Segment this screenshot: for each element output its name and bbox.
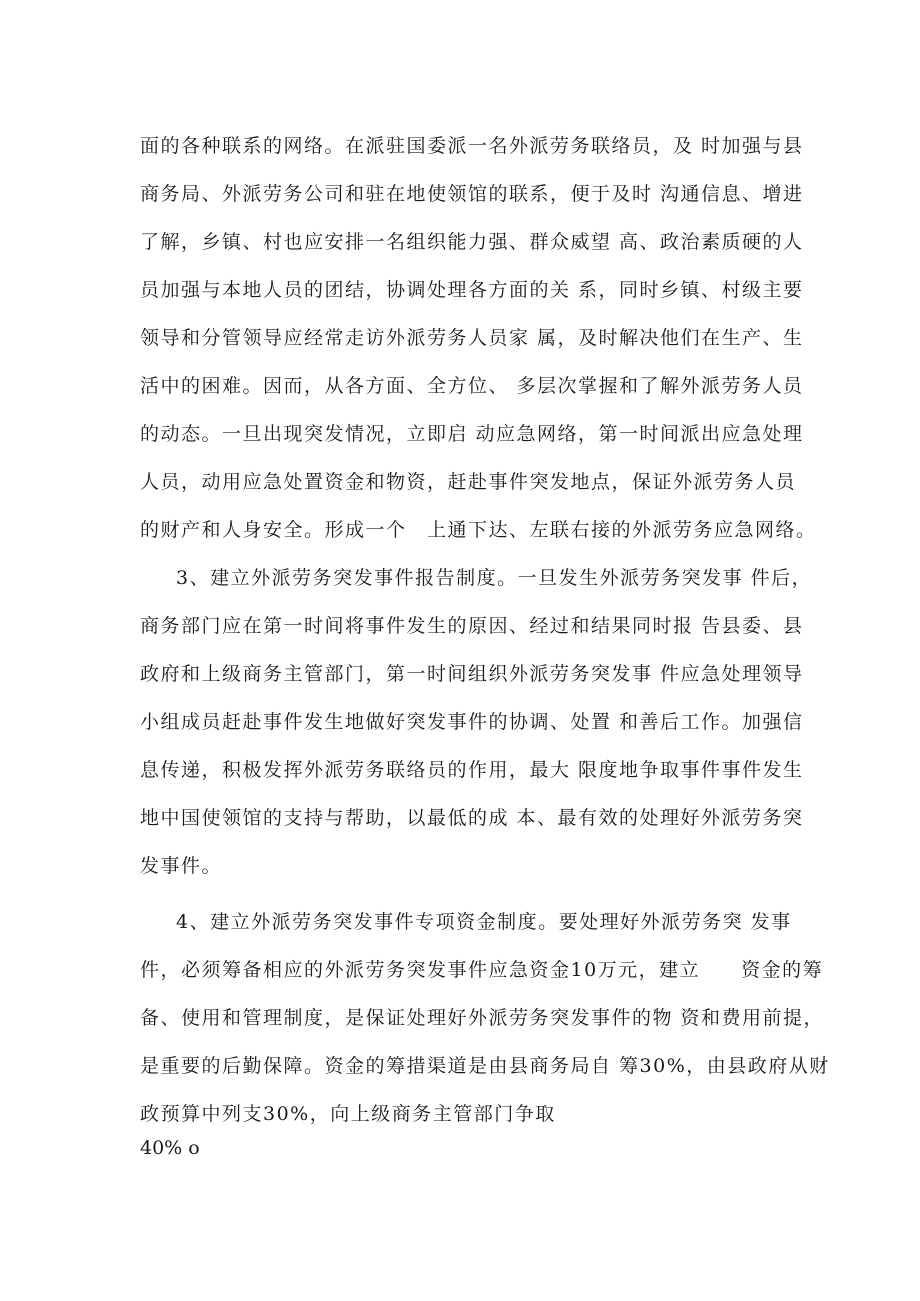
paragraph-3-start: 3、建立外派劳务突发事件报告制度。一旦发生外派劳务突发事 件后， xyxy=(176,567,813,589)
text-line: 人员，动用应急处置资金和物资，赶赴事件突发地点，保证外派劳务人员 xyxy=(140,471,797,493)
trailing-text: 40% o xyxy=(140,1137,200,1159)
text-line: 商务局、外派劳务公司和驻在地使领馆的联系，便于及时 沟通信息、增进 xyxy=(140,183,804,205)
paragraph-4-start: 4、建立外派劳务突发事件专项资金制度。要处理好外派劳务突 发事 xyxy=(176,911,792,933)
text-line: 小组成员赶赴事件发生地做好突发事件的协调、处置 和善后工作。加强信 xyxy=(140,711,804,733)
text-line: 活中的困难。因而，从各方面、全方位、 多层次掌握和了解外派劳务人员 xyxy=(140,375,804,397)
text-line: 的动态。一旦出现突发情况，立即启 动应急网络，第一时间派出应急处理 xyxy=(140,423,804,445)
text-line: 备、使用和管理制度，是保证处理好外派劳务突发事件的物 资和费用前提， xyxy=(140,1007,825,1029)
text-line: 息传递，积极发挥外派劳务联络员的作用，最大 限度地争取事件事件发生 xyxy=(140,759,804,781)
text-line: 是重要的后勤保障。资金的筹措渠道是由县商务局自 筹30%，由县政府从财 xyxy=(140,1055,830,1077)
text-line: 件，必须筹备相应的外派劳务突发事件应急资金10万元，建立 资金的筹 xyxy=(140,959,824,981)
text-line: 政府和上级商务主管部门，第一时间组织外派劳务突发事 件应急处理领导 xyxy=(140,663,804,685)
text-line: 商务部门应在第一时间将事件发生的原因、经过和结果同时报 告县委、县 xyxy=(140,615,804,637)
text-line: 政预算中列支30%，向上级商务主管部门争取 xyxy=(140,1103,556,1125)
text-line: 了解，乡镇、村也应安排一名组织能力强、群众威望 高、政治素质硬的人 xyxy=(140,231,804,253)
text-line: 发事件。 xyxy=(140,855,223,877)
text-line: 面的各种联系的网络。在派驻国委派一名外派劳务联络员，及 时加强与县 xyxy=(140,135,804,157)
text-line: 员加强与本地人员的团结，协调处理各方面的关 系，同时乡镇、村级主要 xyxy=(140,279,804,301)
text-line: 地中国使领馆的支持与帮助，以最低的成 本、最有效的处理好外派劳务突 xyxy=(140,807,804,829)
text-line: 的财产和人身安全。形成一个 上通下达、左联右接的外派劳务应急网络。 xyxy=(140,519,817,541)
text-line: 领导和分管领导应经常走访外派劳务人员家 属，及时解决他们在生产、生 xyxy=(140,327,804,349)
